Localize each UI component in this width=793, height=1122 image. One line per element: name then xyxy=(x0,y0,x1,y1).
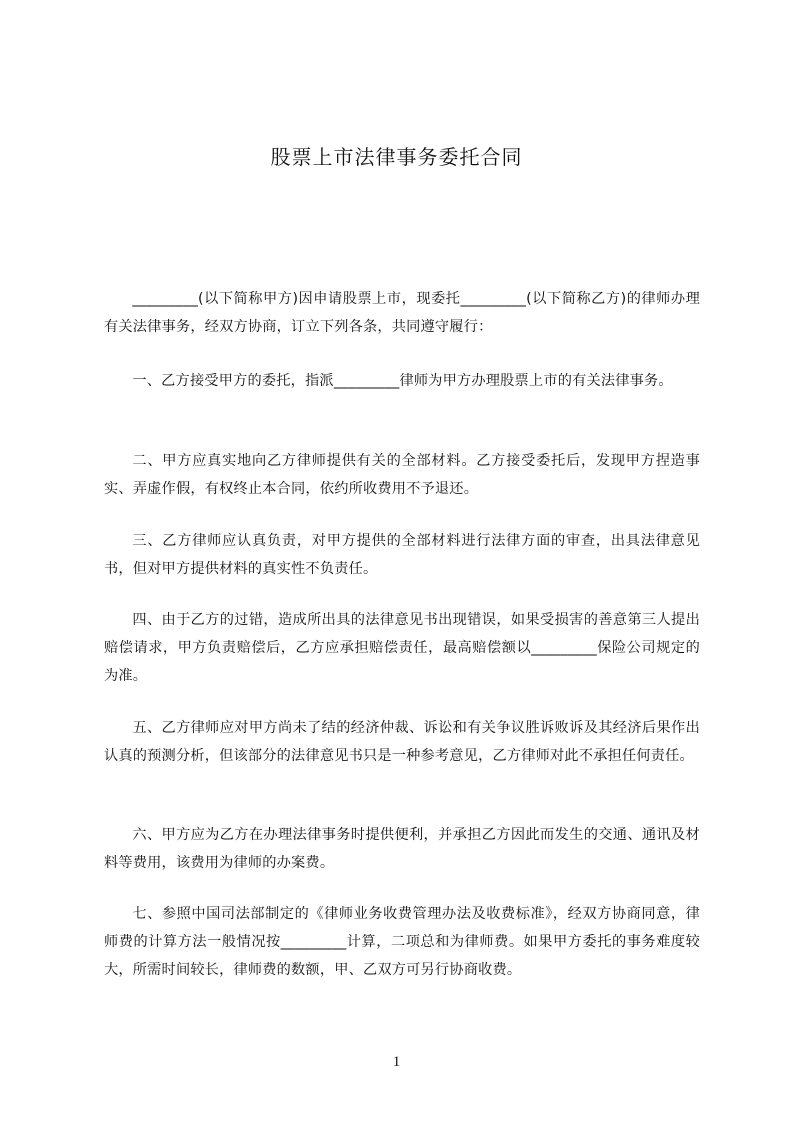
page-number: 1 xyxy=(392,1054,401,1070)
clause-2-paragraph: 二、甲方应真实地向乙方律师提供有关的全部材料。乙方接受委托后，发现甲方捏造事实、弄虚作假，有权终止本合同，依约所收费用不予退还。 xyxy=(104,453,700,497)
document-title: 股票上市法律事务委托合同 xyxy=(270,145,523,169)
clause-3-paragraph: 三、乙方律师应认真负责，对甲方提供的全部材料进行法律方面的审查，出具法律意见书，但对甲方提供材料的真实性不负责任。 xyxy=(104,533,700,577)
clause-6-paragraph: 六、甲方应为乙方在办理法律事务时提供便利，并承担乙方因此而发生的交通、通讯及材料等费用，该费用为律师的办案费。 xyxy=(104,827,700,871)
clause-4-paragraph: 四、由于乙方的过错，造成所出具的法律意见书出现错误，如果受损害的善意第三人提出赔偿请求，甲方负责赔偿后，乙方应承担赔偿责任，最高赔偿额以_________保险公司规定的为准。 xyxy=(104,612,700,684)
clause-1-paragraph: 一、乙方接受甲方的委托，指派_________律师为甲方办理股票上市的有关法律事务。 xyxy=(132,373,673,389)
preamble-paragraph: _________(以下简称甲方)因申请股票上市，现委托_________(以下简称乙方)的律师办理有关法律事务，经双方协商，订立下列各条，共同遵守履行： xyxy=(104,291,700,335)
clause-5-paragraph: 五、乙方律师应对甲方尚未了结的经济仲裁、诉讼和有关争议胜诉败诉及其经济后果作出认真的预测分析，但该部分的法律意见书只是一种参考意见，乙方律师对此不承担任何责任。 xyxy=(104,720,700,764)
clause-7-paragraph: 七、参照中国司法部制定的《律师业务收费管理办法及收费标准》，经双方协商同意，律师费的计算方法一般情况按_________计算，二项总和为律师费。如果甲方委托的事务难度较大，所需时间较长，律师费的数额，甲、乙双方可另行协商收费。 xyxy=(104,906,700,978)
